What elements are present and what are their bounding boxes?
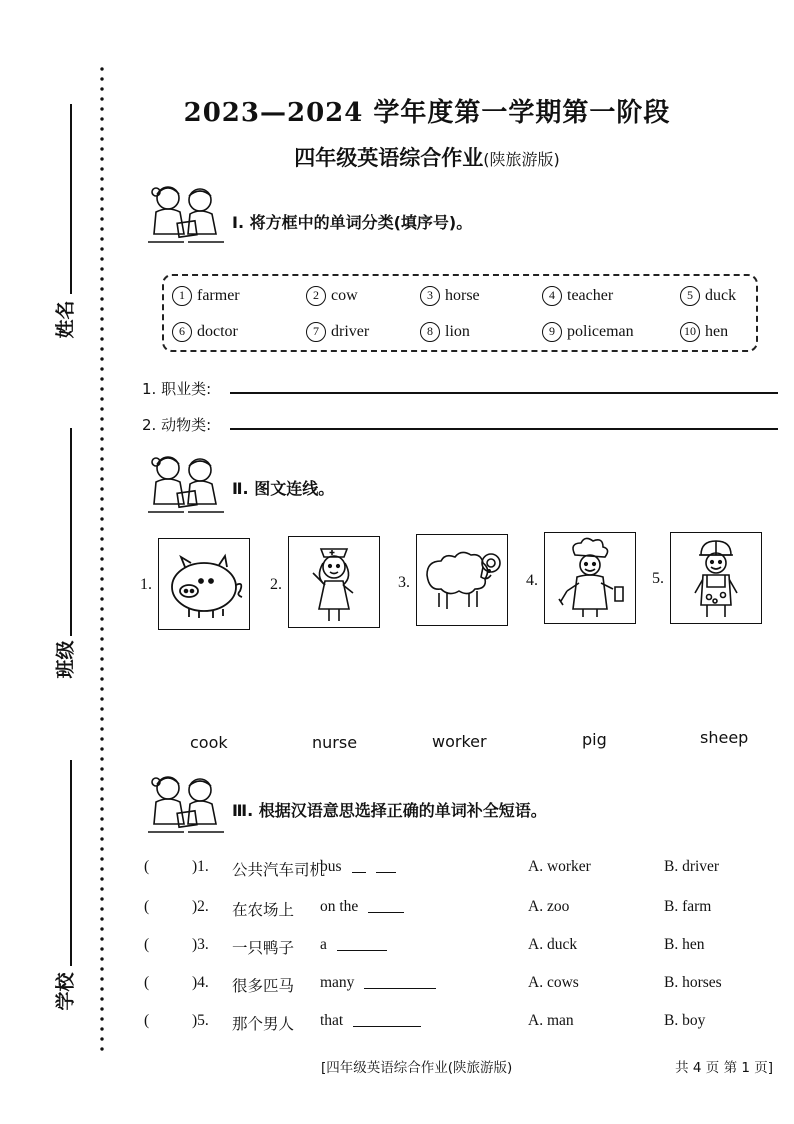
word-number-circle: 8 (420, 322, 440, 342)
word-text: horse (445, 287, 480, 304)
question-number: )1. (192, 858, 209, 875)
option-b[interactable]: B. horses (664, 974, 722, 991)
fill1-label: 1. 职业类: (142, 380, 212, 398)
class-label: 班级 (54, 640, 77, 679)
worker-icon (671, 533, 761, 623)
question-chinese: 在农场上 (232, 902, 295, 919)
question-number: )5. (192, 1012, 209, 1029)
answer-blank[interactable] (353, 1012, 421, 1027)
picture-cook[interactable] (544, 532, 636, 624)
page-subtitle: 四年级英语综合作业(陕旅游版) (294, 146, 560, 170)
word-option-cook[interactable]: cook (190, 733, 228, 752)
option-a[interactable]: A. duck (528, 936, 578, 953)
edition-label: (陕旅游版) (483, 150, 560, 169)
section2-heading: Ⅱ. 图文连线。 (232, 479, 335, 498)
phrase-text: a (320, 936, 327, 953)
question-number: )2. (192, 898, 209, 915)
word-item (420, 286, 480, 306)
word-number-circle: 7 (306, 322, 326, 342)
question-chinese: 一只鸭子 (232, 940, 295, 957)
word-text: lion (445, 323, 470, 340)
word-text: teacher (567, 287, 614, 304)
page-footer: [四年级英语综合作业(陕旅游版) 共 4 页 第 1 页] (320, 1060, 774, 1076)
name-label: 姓名 (54, 300, 77, 339)
word-number-circle: 10 (680, 322, 700, 342)
answer-paren-open[interactable]: ( (144, 898, 150, 915)
reading-kids-icon (144, 182, 228, 248)
word-item (542, 322, 634, 342)
question-phrase (320, 1012, 421, 1030)
word-text: policeman (567, 323, 634, 340)
question-phrase (320, 936, 387, 954)
picture-number: 3. (398, 574, 410, 591)
phrase-text: on the (320, 898, 359, 915)
word-item (680, 322, 728, 342)
section1-heading: Ⅰ. 将方框中的单词分类(填序号)。 (232, 213, 473, 232)
word-number-circle: 1 (172, 286, 192, 306)
answer-blank[interactable] (376, 858, 396, 873)
word-text: cow (331, 287, 358, 304)
word-option-pig[interactable]: pig (582, 730, 607, 749)
word-number-circle: 3 (420, 286, 440, 306)
word-item (680, 286, 736, 306)
reading-kids-icon (144, 772, 228, 838)
reading-kids-icon (144, 452, 228, 518)
page-title: 2023—2024 学年度第一学期第一阶段 (183, 98, 671, 128)
fill2-line[interactable] (230, 428, 778, 430)
word-text: doctor (197, 323, 238, 340)
picture-number: 1. (140, 576, 152, 593)
cook-icon (545, 533, 635, 623)
word-number-circle: 6 (172, 322, 192, 342)
option-b[interactable]: B. driver (664, 858, 720, 875)
sheep-icon (417, 535, 507, 625)
question-chinese: 那个男人 (232, 1016, 295, 1033)
word-text: driver (331, 323, 370, 340)
word-item (306, 322, 369, 342)
option-b[interactable]: B. boy (664, 1012, 706, 1029)
question-phrase (320, 898, 404, 916)
option-a[interactable]: A. cows (528, 974, 579, 991)
word-option-nurse[interactable]: nurse (312, 733, 358, 752)
answer-blank[interactable] (337, 936, 387, 951)
option-a[interactable]: A. man (528, 1012, 574, 1029)
option-a[interactable]: A. zoo (528, 898, 570, 915)
question-phrase (320, 974, 436, 992)
picture-worker[interactable] (670, 532, 762, 624)
picture-pig[interactable] (158, 538, 250, 630)
answer-blank[interactable] (352, 858, 366, 873)
picture-nurse[interactable] (288, 536, 380, 628)
phrase-text: bus (320, 858, 342, 875)
answer-blank[interactable] (364, 974, 436, 989)
word-text: duck (705, 287, 737, 304)
picture-number: 5. (652, 570, 664, 587)
word-number-circle: 2 (306, 286, 326, 306)
word-option-sheep[interactable]: sheep (700, 728, 749, 747)
school-line (70, 760, 72, 966)
word-item (172, 286, 240, 306)
option-b[interactable]: B. hen (664, 936, 705, 953)
fill1-line[interactable] (230, 392, 778, 394)
word-number-circle: 4 (542, 286, 562, 306)
nurse-icon (289, 537, 379, 627)
class-line (70, 428, 72, 636)
question-phrase (320, 858, 396, 876)
pig-icon (159, 539, 249, 629)
question-chinese: 很多匹马 (232, 978, 295, 995)
section3-heading: Ⅲ. 根据汉语意思选择正确的单词补全短语。 (232, 801, 547, 820)
picture-number: 4. (526, 572, 538, 589)
question-number: )4. (192, 974, 209, 991)
question-number: )3. (192, 936, 209, 953)
option-a[interactable]: A. worker (528, 858, 591, 875)
picture-sheep[interactable] (416, 534, 508, 626)
answer-paren-open[interactable]: ( (144, 974, 150, 991)
word-item (542, 286, 613, 306)
question-chinese: 公共汽车司机 (232, 862, 326, 879)
word-item (306, 286, 358, 306)
answer-paren-open[interactable]: ( (144, 1012, 150, 1029)
picture-number: 2. (270, 576, 282, 593)
word-item (172, 322, 238, 342)
fill2-label: 2. 动物类: (142, 416, 212, 434)
phrase-text: that (320, 1012, 344, 1029)
option-b[interactable]: B. farm (664, 898, 712, 915)
answer-paren-open[interactable]: ( (144, 858, 150, 875)
name-line (70, 104, 72, 294)
answer-paren-open[interactable]: ( (144, 936, 150, 953)
word-number-circle: 9 (542, 322, 562, 342)
school-label: 学校 (54, 972, 77, 1011)
answer-blank[interactable] (368, 898, 404, 913)
word-text: hen (705, 323, 729, 340)
binding-dotted-line (100, 64, 104, 1054)
word-number-circle: 5 (680, 286, 700, 306)
phrase-text: many (320, 974, 355, 991)
word-option-worker[interactable]: worker (432, 732, 487, 751)
word-text: farmer (197, 287, 240, 304)
word-item (420, 322, 470, 342)
